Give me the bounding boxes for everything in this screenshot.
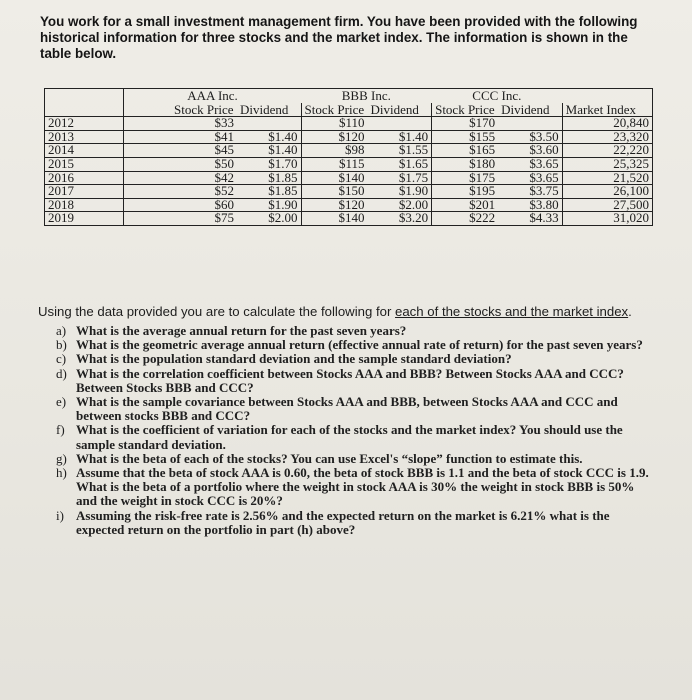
year-cell: 2019	[45, 212, 124, 226]
historical-data-table	[44, 88, 653, 226]
group-header-row	[45, 89, 653, 103]
ccc-dividend-header: Dividend	[501, 101, 550, 117]
bbb-price-cell: $150	[301, 185, 368, 199]
instruction-period: .	[628, 304, 632, 319]
market-index-cell: 22,220	[562, 144, 652, 158]
table-row	[45, 212, 653, 226]
instruction-line	[38, 304, 632, 319]
year-cell: 2016	[45, 171, 124, 185]
corner-cell	[45, 89, 124, 103]
question-text: What is the sample covariance between Stocks AAA and BBB, between Stocks AAA and CCC and between stocks BBB and CCC?	[76, 394, 618, 424]
bbb-dividend-header: Dividend	[370, 101, 419, 117]
ccc-dividend-cell: $3.80	[498, 198, 562, 212]
bbb-dividend-cell: $1.40	[368, 130, 432, 144]
market-index-cell: 21,520	[562, 171, 652, 185]
year-cell: 2013	[45, 130, 124, 144]
ccc-dividend-cell: $4.33	[498, 212, 562, 226]
aaa-price-cell: $50	[124, 157, 238, 171]
aaa-price-cell: $42	[124, 171, 238, 185]
bbb-price-cell: $140	[301, 212, 368, 226]
bbb-dividend-cell: $1.55	[368, 144, 432, 158]
year-cell: 2012	[45, 117, 124, 131]
question-text: What is the geometric average annual return (effective annual rate of return) for the past seven years?	[76, 337, 643, 353]
aaa-price-cell: $52	[124, 185, 238, 199]
group-aaa: AAA Inc.	[124, 89, 302, 103]
bbb-dividend-cell: $1.75	[368, 171, 432, 185]
aaa-price-cell: $45	[124, 144, 238, 158]
group-bbb: BBB Inc.	[301, 89, 432, 103]
bbb-price-cell: $120	[301, 198, 368, 212]
question-item	[56, 352, 656, 366]
question-item	[56, 466, 656, 509]
bbb-price-cell: $98	[301, 144, 368, 158]
ccc-price-cell: $201	[432, 198, 499, 212]
question-item	[56, 509, 656, 537]
market-index-cell: 23,320	[562, 130, 652, 144]
market-index-cell: 27,500	[562, 198, 652, 212]
question-letter: d)	[56, 365, 67, 381]
ccc-price-cell: $195	[432, 185, 499, 199]
aaa-stock-price-header: Stock Price	[174, 101, 234, 117]
question-letter: f)	[56, 422, 65, 438]
aaa-price-cell: $41	[124, 130, 238, 144]
ccc-price-cell: $222	[432, 212, 499, 226]
question-text: What is the beta of each of the stocks? You can use Excel's “slope” function to estimate this.	[76, 450, 583, 466]
bbb-price-cell: $140	[301, 171, 368, 185]
intro-paragraph: You work for a small investment management firm. You have been provided with the following historical information for three stocks and the market index. The information is shown in the table below.	[40, 14, 638, 61]
question-letter: i)	[56, 507, 64, 523]
question-item	[56, 324, 656, 338]
bbb-dividend-cell: $2.00	[368, 198, 432, 212]
year-cell: 2017	[45, 185, 124, 199]
group-ccc: CCC Inc.	[432, 89, 563, 103]
bbb-dividend-cell: $1.65	[368, 157, 432, 171]
bbb-stock-price-header: Stock Price	[301, 103, 368, 117]
aaa-dividend-cell: $1.90	[237, 198, 301, 212]
instruction-lead: Using the data provided you are to calculate the following for	[38, 304, 396, 319]
year-cell: 2018	[45, 198, 124, 212]
aaa-dividend-header: Dividend	[240, 101, 289, 117]
question-item	[56, 367, 656, 395]
question-letter: c)	[56, 351, 67, 367]
ccc-price-cell: $175	[432, 171, 499, 185]
question-text: What is the average annual return for the past seven years?	[76, 323, 407, 338]
question-item	[56, 338, 656, 352]
market-index-cell: 26,100	[562, 185, 652, 199]
ccc-price-cell: $165	[432, 144, 499, 158]
question-text: Assume that the beta of stock AAA is 0.60, the beta of stock BBB is 1.1 and the beta of stock CCC is 1.9. What is the beta of a portfolio where the weight in stock AAA is 30% the weight in stock BBB is 50% and the weight in stock CCC is 20%?	[76, 465, 649, 509]
aaa-dividend-cell: $1.40	[237, 144, 301, 158]
question-letter: a)	[56, 323, 67, 338]
group-market-blank	[562, 89, 652, 103]
question-text: Assuming the risk-free rate is 2.56% and the expected return on the market is 6.21% what is the expected return on the portfolio in part (h) above?	[76, 507, 610, 537]
ccc-stock-price-header: Stock Price	[432, 103, 499, 117]
aaa-price-cell: $60	[124, 198, 238, 212]
year-cell: 2015	[45, 157, 124, 171]
question-text: What is the population standard deviation and the sample standard deviation?	[76, 351, 512, 367]
aaa-price-cell: $33	[124, 117, 238, 131]
aaa-dividend-cell: $1.85	[237, 185, 301, 199]
question-item	[56, 452, 656, 466]
bbb-dividend-cell: $3.20	[368, 212, 432, 226]
year-cell: 2014	[45, 144, 124, 158]
ccc-dividend-cell: $3.65	[498, 171, 562, 185]
ccc-dividend-cell: $3.65	[498, 157, 562, 171]
aaa-dividend-cell: $1.85	[237, 171, 301, 185]
market-index-header: Market Index	[562, 103, 652, 117]
question-text: What is the correlation coefficient between Stocks AAA and BBB? Between Stocks AAA and CCC? Between Stocks BBB and CCC?	[76, 365, 624, 395]
aaa-price-cell: $75	[124, 212, 238, 226]
bbb-dividend-cell: $1.90	[368, 185, 432, 199]
question-text: What is the coefficient of variation for each of the stocks and the market index? You should use the sample standard deviation.	[76, 422, 623, 452]
ccc-price-cell: $180	[432, 157, 499, 171]
question-list	[56, 324, 656, 537]
bbb-price-cell: $115	[301, 157, 368, 171]
question-letter: g)	[56, 450, 67, 466]
market-index-cell: 20,840	[562, 117, 652, 131]
market-index-cell: 25,325	[562, 157, 652, 171]
bbb-price-cell: $120	[301, 130, 368, 144]
instruction-underlined: each of the stocks and the market index	[395, 304, 629, 319]
question-letter: e)	[56, 394, 67, 410]
ccc-dividend-cell: $3.50	[498, 130, 562, 144]
bbb-price-cell: $110	[301, 117, 368, 131]
ccc-dividend-cell: $3.60	[498, 144, 562, 158]
ccc-dividend-cell: $3.75	[498, 185, 562, 199]
aaa-dividend-cell: $2.00	[237, 212, 301, 226]
aaa-dividend-cell: $1.70	[237, 157, 301, 171]
aaa-dividend-cell: $1.40	[237, 130, 301, 144]
question-letter: b)	[56, 337, 67, 353]
question-letter: h)	[56, 465, 67, 481]
market-index-cell: 31,020	[562, 212, 652, 226]
question-item	[56, 423, 656, 451]
question-item	[56, 395, 656, 423]
ccc-price-cell: $155	[432, 130, 499, 144]
ccc-price-cell: $170	[432, 117, 499, 131]
